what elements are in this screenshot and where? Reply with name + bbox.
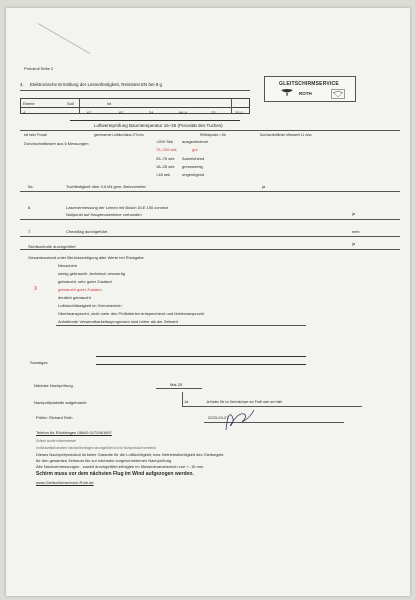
rule <box>182 392 183 406</box>
section-6-sub: Nullpunkt auf Hauptmosenleine vorhanden <box>66 212 142 217</box>
table-row <box>21 107 249 115</box>
rule <box>20 90 250 91</box>
grade-time: 25–75 sek <box>156 156 175 161</box>
grade-text: Ausreichend <box>182 156 205 161</box>
table-cell: 66,9 <box>179 109 187 115</box>
disclaimer-line: Alle Nachvermessungen , soweit durchgeführt,erfolgten im Messtoleranzbereich von +- 15 mm <box>36 464 204 469</box>
table-header: Soll <box>67 100 74 106</box>
section-5-header: Durchschnittlicher Messwert 11 m/sc <box>260 133 312 137</box>
section-5a-title: Tuchfestigkeit über 0,6 kN gem. Betzvometer <box>66 184 146 189</box>
warning-bold: Schirm muss vor dem nächsten Flug im Wind aufgezogen werden. <box>36 471 194 477</box>
website-link[interactable]: www.Gleitschirmservice-Roth.de <box>36 480 94 485</box>
condition-option: deutlich gebraucht <box>58 295 91 300</box>
section-6-result: ja <box>352 211 356 216</box>
line-strength-table <box>20 98 250 114</box>
tester-signature <box>218 404 258 434</box>
section-5-header: gemessener Luftdurchlass 270 m/s <box>94 133 144 137</box>
section-7-number: 7. <box>28 229 32 234</box>
section-4-title: Elektronische Ermittlung der Leinenfestigkeit, Reisstest EN bei 8 g <box>30 82 163 87</box>
condition-option-selected: gebraucht guter Zustand <box>58 287 102 292</box>
overall-title: Gesamtzustand unter Berücksichtigung aller Werte bei Rückgabe <box>28 255 144 260</box>
paper-fold-mark <box>38 23 90 54</box>
condition-option: gebraucht, sehr guter Zustand <box>58 279 112 284</box>
company-logo <box>264 76 356 102</box>
test-date: 2023-03-27 <box>208 415 229 420</box>
condition-option: Anhaltende Verwendbarkeitssprognosen sind höher als der Zeitwert <box>58 319 179 324</box>
average-label: Durchschnittswert aus 6 Messungen <box>24 141 89 146</box>
rule <box>20 191 400 192</box>
rule <box>20 219 400 220</box>
table-divider <box>231 99 232 113</box>
section-6-number: 6. <box>28 205 32 210</box>
table-cell: 67 <box>87 109 92 115</box>
next-check-label: Nächste Nachprüfung <box>34 383 73 388</box>
page-title: Protokoll Seite 2 <box>24 66 54 71</box>
rule <box>20 130 400 131</box>
section-6-title: Laservermessung der Leinen mit Bosch DLE 150 connect <box>66 205 169 210</box>
table-header-row <box>21 99 249 107</box>
table-divider <box>79 99 80 113</box>
table-cell: 20,0 <box>235 109 243 115</box>
badge-note: Ja finden Sie im Schirmkörper am Profil oder am Hallt <box>206 400 282 404</box>
rule <box>20 236 400 237</box>
grade-text: ausgezeichnet <box>182 139 208 144</box>
rule <box>96 364 306 365</box>
wing-logo-icon <box>281 89 293 97</box>
table-cell: 34 <box>149 109 154 115</box>
condition-marker: X <box>34 286 38 292</box>
table-cell: 87 <box>119 109 124 115</box>
logo-line2: ROTH <box>299 91 312 96</box>
grade-text: ungenügend <box>182 172 205 177</box>
table-cell: 23 <box>211 109 216 115</box>
grade-time-selected: 75–200 sek <box>156 147 177 152</box>
note-small: Schirm wurde mitvermessen <box>36 439 77 443</box>
condition-option: Luftdurchlässigkeit im Grenzbereich <box>58 303 122 308</box>
condition-option: wenig gebraucht ,technisch neuwertig <box>58 271 125 276</box>
grade-time: >200 Sek <box>156 139 174 144</box>
condition-option: Neuschirm <box>58 263 78 268</box>
condition-option: Überbeansprucht, nicht mehr den Prüfkriterien entsprechend und überbeansprucht <box>58 311 205 316</box>
badge-label: Nachprüfplakette aufgebracht <box>34 400 87 405</box>
section-8-title: Sichtkontrolle durchgeführt <box>28 244 76 249</box>
tester-name: Prüfer: Richard Roth <box>36 415 73 420</box>
section-7-title: Checkflag durchgeführt <box>66 229 108 234</box>
table-header: Ist <box>107 100 112 106</box>
note-small: Im Bedarfsfall anderer Nachprüfanfragen durchgeführt und im Nkmprotokoll vermerkt <box>36 446 156 450</box>
next-check-value: Mai-25 <box>170 382 183 387</box>
disclaimer-line: Dieses Nachprüfprotokoll ist keine Garantie für die Lufttüchtigkeit, bzw. Betriebstüchtigkeit des Gleitsegels <box>36 452 224 457</box>
section-5-header: bei beim Porosit <box>24 133 47 137</box>
section-4-number: 4. <box>20 82 24 87</box>
table-cell: A <box>23 109 26 115</box>
rule <box>20 249 400 250</box>
rule <box>96 356 306 357</box>
section-5-title: Luftwerteprüfung Baumtemperatur 15–25 (Porosität des Tuches) <box>94 123 223 128</box>
rule <box>156 388 202 389</box>
logo-line1: GLEITSCHIRMSERVICE <box>279 81 339 87</box>
badge-value: Ja <box>184 399 189 404</box>
section-7-result: nein <box>352 229 360 234</box>
grade-text-selected: gut <box>192 147 198 152</box>
grade-time: 18–25 sek <box>156 164 175 169</box>
rule <box>182 406 362 407</box>
rule <box>56 325 306 326</box>
phone-line: Telefon für Rückfragen 08649 0170961997 <box>36 430 112 435</box>
table-header: Ebene <box>23 100 35 106</box>
protocol-page <box>6 8 410 596</box>
section-5-header: Rißfestpunkt = 2lb <box>200 133 226 137</box>
disclaimer-line: für den gesamten Zeitraum bis zur nächsten vorgeschriebenen Nachprüfung <box>36 458 172 463</box>
grade-text: grenzwertig <box>182 164 203 169</box>
paraglider-icon <box>331 89 345 99</box>
section-5a-result: ja <box>262 184 266 189</box>
section-8-result: ja <box>352 241 356 246</box>
grade-time: <18 sek <box>156 172 171 177</box>
rule <box>70 120 240 121</box>
section-5a-number: 5a. <box>28 184 34 189</box>
misc-label: Sonstiges <box>30 360 48 365</box>
